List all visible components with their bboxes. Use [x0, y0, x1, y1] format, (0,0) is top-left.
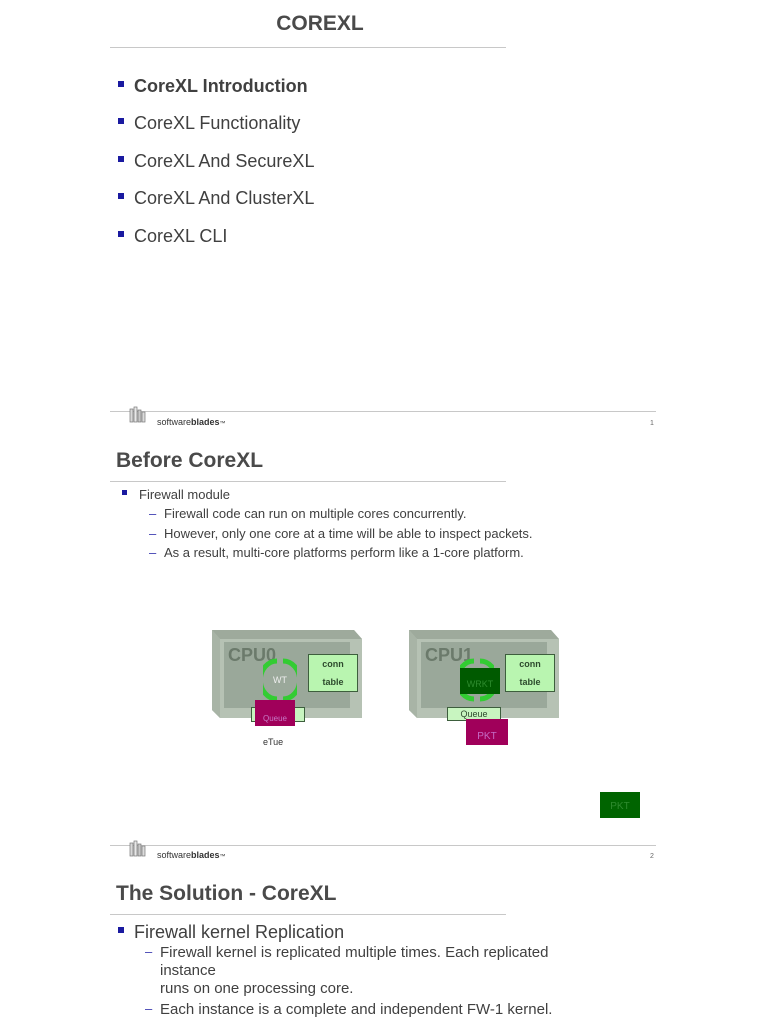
page-number: 2 — [650, 853, 654, 860]
cpu0-queue-label: Queue — [262, 714, 288, 723]
agenda-item-clusterxl: CoreXL And ClusterXL — [134, 188, 315, 208]
bullet-icon — [122, 490, 127, 495]
cpu1-label: CPU1 — [425, 645, 474, 665]
cpu1-box — [409, 630, 557, 742]
slide3-title-rule — [110, 914, 506, 915]
dash-icon: – — [149, 506, 157, 521]
slide3-subitem-2: Each instance is a complete and independent FW-1 kernel. — [160, 1001, 553, 1018]
cpu1-conn-table: conn table — [505, 654, 555, 692]
slide2-title: Before CoreXL — [116, 449, 264, 472]
cpu1-worker-packet: WRKT — [460, 668, 500, 694]
slide2-subitem: As a result, multi-core platforms perform like a 1-core platform. — [164, 545, 524, 560]
cpu0-box — [212, 630, 360, 723]
bullet-icon — [118, 231, 124, 237]
slide3-subitem-1: Firewall kernel is replicated multiple times. Each replicated instance runs on one processing core. — [160, 944, 549, 997]
footer-brand: softwareblades™ — [157, 417, 226, 427]
cpu1-packet: PKT — [466, 719, 508, 745]
slide2-bullet: Firewall module — [139, 487, 231, 502]
bullet-icon — [118, 118, 124, 124]
slide2-subitem: Firewall code can run on multiple cores concurrently. — [164, 506, 467, 521]
bullet-icon — [118, 81, 124, 87]
cpu1-queue: Queue — [447, 707, 501, 721]
slide3-bullet: Firewall kernel Replication — [134, 922, 345, 942]
slide3-title: The Solution - CoreXL — [116, 882, 337, 905]
slide2-title-rule — [110, 481, 506, 482]
slide1-footer-rule — [110, 411, 656, 412]
cpu0-caption: eTue — [263, 737, 284, 747]
software-blades-logo-icon — [129, 840, 147, 858]
footer-brand: softwareblades™ — [157, 850, 226, 860]
slide1-title-rule — [110, 47, 506, 48]
agenda-item-functionality: CoreXL Functionality — [134, 113, 301, 133]
dash-icon: – — [149, 545, 157, 560]
agenda-item-cli: CoreXL CLI — [134, 226, 228, 246]
slide2-footer-rule — [110, 845, 656, 846]
cpu0-conn-table: conn table — [308, 654, 358, 692]
page-number: 1 — [650, 420, 654, 427]
dash-icon: – — [145, 944, 153, 959]
bullet-icon — [118, 927, 124, 933]
cpu0-label: CPU0 — [228, 645, 277, 665]
slide1-title: COREXL — [276, 12, 364, 35]
dash-icon: – — [145, 1001, 153, 1016]
slide2-subitem: However, only one core at a time will be able to inspect packets. — [164, 526, 533, 541]
agenda-item-introduction: CoreXL Introduction — [134, 76, 308, 96]
floating-packet: PKT — [600, 792, 640, 818]
agenda-item-securexl: CoreXL And SecureXL — [134, 151, 315, 171]
cpu0-packet — [255, 700, 295, 726]
dash-icon: – — [149, 526, 157, 541]
bullet-icon — [118, 156, 124, 162]
bullet-icon — [118, 193, 124, 199]
cpu0-worker-label: WT — [273, 675, 287, 685]
software-blades-logo-icon — [129, 406, 147, 424]
